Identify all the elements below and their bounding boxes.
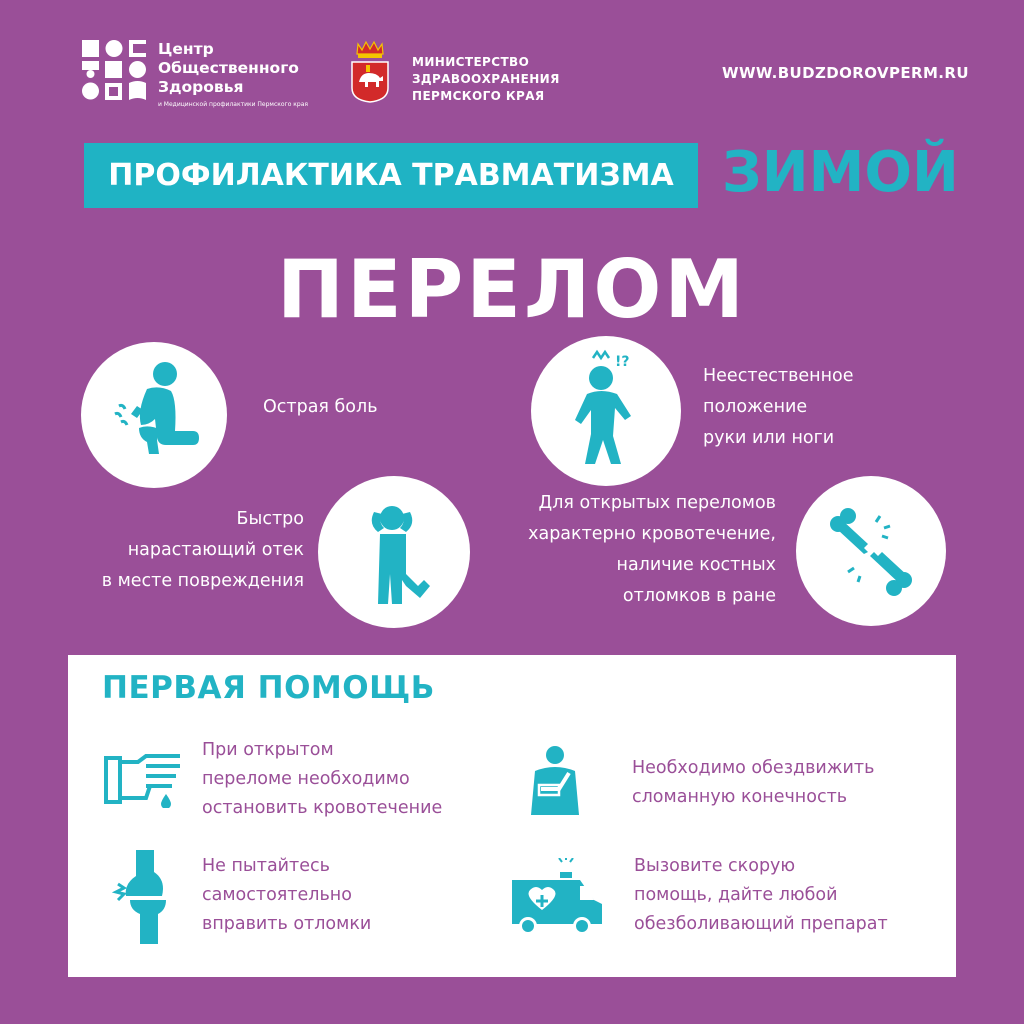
svg-text:!?: !? <box>615 354 630 370</box>
ministry-line: ПЕРМСКОГО КРАЯ <box>412 89 545 103</box>
org-name-line: Здоровья <box>158 78 244 96</box>
first-aid-line: сломанную конечность <box>632 787 848 807</box>
symptom-line: наличие костных <box>616 555 776 575</box>
first-aid-line: Необходимо обездвижить <box>632 758 875 778</box>
first-aid-line: самостоятельно <box>202 885 352 905</box>
first-aid-heading: ПЕРВАЯ ПОМОЩЬ <box>102 670 435 706</box>
title-accent: ЗИМОЙ <box>722 140 959 205</box>
first-aid-line: вправить отломки <box>202 914 372 934</box>
first-aid-text <box>632 754 874 812</box>
broken-bone-icon <box>796 476 946 626</box>
symptom-line: Неестественное <box>703 366 854 386</box>
symptom-line: характерно кровотечение, <box>528 524 776 544</box>
first-aid-line: Вызовите скорую <box>634 856 796 876</box>
symptom-line: Быстро <box>236 509 304 529</box>
hand-drop-icon <box>104 752 184 808</box>
first-aid-line: помощь, дайте любой <box>634 885 838 905</box>
org-name-line: Центр <box>158 40 214 58</box>
arm-sling-icon <box>527 745 587 817</box>
ministry-line: МИНИСТЕРСТВО <box>412 55 530 69</box>
first-aid-line: обезболивающий препарат <box>634 914 888 934</box>
symptom-circle <box>796 476 946 626</box>
symptom-line: Для открытых переломов <box>538 493 776 513</box>
symptom-text <box>263 392 378 423</box>
ambulance-icon <box>510 858 606 938</box>
first-aid-text <box>634 852 888 939</box>
symptom-circle <box>81 342 227 488</box>
first-aid-text <box>202 852 371 939</box>
symptom-line: отломков в ране <box>622 586 776 606</box>
website-link[interactable]: WWW.BUDZDOROVPERM.RU <box>722 64 969 82</box>
dizzy-person-icon <box>531 336 681 486</box>
symptom-line: в месте повреждения <box>101 571 304 591</box>
symptom-text <box>470 488 776 612</box>
ministry-name <box>412 54 560 105</box>
org-name-line: Общественного <box>158 59 299 77</box>
main-heading: ПЕРЕЛОМ <box>277 243 747 336</box>
first-aid-text <box>202 736 442 823</box>
symptom-circle <box>531 336 681 486</box>
symptom-text <box>70 504 304 597</box>
knee-joint-icon <box>112 850 182 946</box>
swelling-person-icon <box>318 476 470 628</box>
symptom-text <box>703 361 854 454</box>
first-aid-line: переломе необходимо <box>202 769 410 789</box>
first-aid-line: остановить кровотечение <box>202 798 443 818</box>
symptom-line: Острая боль <box>263 397 378 417</box>
org-name <box>158 40 318 97</box>
symptom-line: положение <box>703 397 808 417</box>
public-health-center-logo <box>82 40 146 100</box>
symptom-line: нарастающий отек <box>127 540 304 560</box>
symptom-circle <box>318 476 470 628</box>
pain-person-icon <box>81 342 227 488</box>
title-main: ПРОФИЛАКТИКА ТРАВМАТИЗМА <box>108 158 674 193</box>
perm-coat-of-arms-icon <box>349 40 391 104</box>
first-aid-line: При открытом <box>202 740 334 760</box>
symptom-line: руки или ноги <box>703 428 835 448</box>
ministry-line: ЗДРАВООХРАНЕНИЯ <box>412 72 560 86</box>
first-aid-line: Не пытайтесь <box>202 856 330 876</box>
org-subtitle: и Медицинской профилактики Пермского края <box>158 101 309 108</box>
